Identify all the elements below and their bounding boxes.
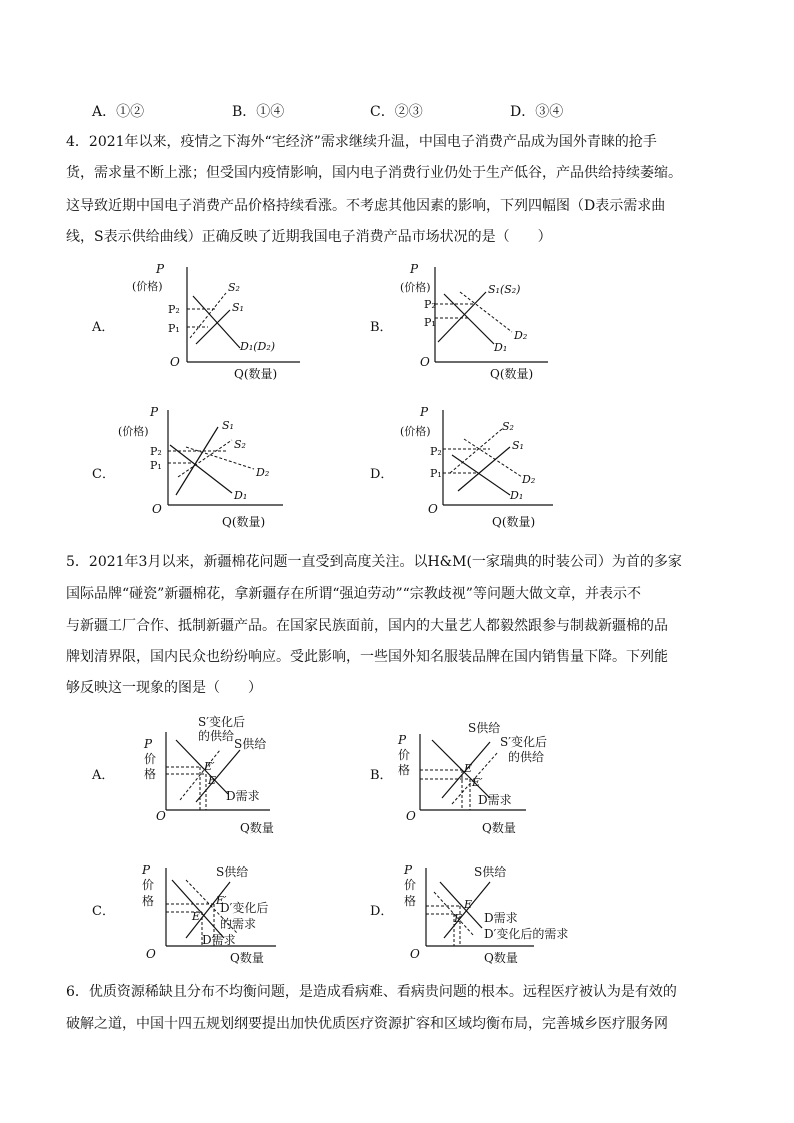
p2-label: P₂ [150,445,162,458]
q-label: Q数量 [484,951,518,965]
q-label: Q数量 [230,951,264,965]
s1-curve [176,427,218,495]
origin-label: O [152,502,162,516]
q6-line-1: 6．优质资源稀缺且分布不均衡问题，是造成看病难、看病贵问题的根本。远程医疗被认为是有效的 [66,984,677,1000]
e-prime-label: E′ [204,760,215,773]
e-prime-label: E′ [472,776,483,789]
q4-option-a-label[interactable]: A． [92,320,115,335]
jia-label: 价 [404,878,417,892]
q5-graph-c[interactable] [136,860,316,970]
q5-line-1: 5．2021年3月以来，新疆棉花问题一直受到高度关注。以H&M(一家瑞典的时装公司）为首的多家 [66,554,682,570]
q5-graph-a[interactable] [140,710,320,835]
p2-label: P₂ [430,445,442,458]
p-label: P [156,262,165,276]
q4-graph-c[interactable] [108,405,298,530]
s2-label: S₂ [502,420,514,433]
q4-graph-d[interactable] [398,405,578,530]
s1-label: S₁ [512,439,524,452]
s1s2-curve [438,292,486,342]
e-prime-label: E′ [216,894,227,907]
d1d2-label: D₁(D₂) [240,340,276,353]
p1-label: P₁ [424,316,436,329]
q5-option-d-label[interactable]: D． [370,904,394,919]
e-prime-label: E′ [454,912,465,925]
q5-graph-b[interactable] [398,718,578,836]
q4-line-2: 货，需求量不断上涨；但受国内疫情影响，国内电子消费行业仍处于生产低谷，产品供给持续萎缩。 [66,165,682,181]
s-supply-label: S供给 [468,721,501,735]
q-label: Q(数量) [234,367,278,381]
p-label: P [410,262,419,276]
d-prime-label-2: 的需求 [220,917,257,931]
d1-label: D₁ [234,489,248,502]
s1-label: S₁ [232,301,244,314]
d1-label: D₁ [510,489,524,502]
ge-label: 格 [142,894,155,908]
origin-label: O [156,809,166,823]
d-demand-label: D需求 [484,911,518,925]
price-label: (价格) [118,425,149,438]
q-label: Q数量 [482,821,516,835]
p-label: P [420,405,429,419]
d-prime-label-1: D′变化后 [220,901,269,915]
s1-curve [196,310,230,344]
p-label: P [150,405,159,419]
origin-label: O [420,355,430,369]
q5-line-4: 牌划清界限，国内民众也纷纷响应。受此影响，一些国外知名服装品牌在国内销售量下降。下列能 [66,649,668,665]
q5-line-2: 国际品牌“碰瓷”新疆棉花，拿新疆存在所谓“强迫劳动”“宗教歧视”等问题大做文章，并表示不 [66,586,641,602]
d-demand-label: D需求 [226,789,260,803]
d2-label: D₂ [522,473,536,486]
d1-label: D₁ [494,341,508,354]
ge-label: 格 [398,763,411,777]
s-supply-label: S供给 [234,737,267,751]
s-prime-label-1: S′变化后 [198,715,245,729]
origin-label: O [170,355,180,369]
s1-curve [458,447,510,491]
d-curve [432,740,490,798]
d-demand-label: D需求 [202,933,236,947]
s-supply-label: S供给 [474,865,507,879]
q5-line-5: 够反映这一现象的图是（ ） [66,680,262,696]
price-label: (价格) [132,280,163,293]
s1s2-label: S₁(S₂) [488,283,521,296]
price-label: (价格) [400,281,431,294]
jia-label: 价 [398,748,411,762]
q6-line-2: 破解之道，中国十四五规划纲要提出加快优质医疗资源扩容和区域均衡布局，完善城乡医疗服务网 [66,1016,668,1032]
origin-label: O [146,947,156,961]
origin-label: O [406,809,416,823]
q4-graph-a[interactable] [120,262,300,382]
ge-label: 格 [404,894,417,908]
q3-option-d[interactable]: D．③④ [510,104,564,120]
p-label: P [142,863,151,877]
p2-label: P₂ [168,303,180,316]
jia-label: 价 [142,878,155,892]
s2-curve [450,429,502,473]
q-label: Q数量 [240,821,274,835]
s-prime-label-2: 的供给 [508,750,545,764]
q3-option-a[interactable]: A．①② [92,104,145,120]
d2-curve [460,292,512,332]
q4-option-c-label[interactable]: C． [92,467,115,482]
p1-label: P₁ [150,459,162,472]
d1-curve [444,294,494,344]
p2-label: P₂ [424,298,436,311]
p1-label: P₁ [168,322,180,335]
s2-label: S₂ [228,281,240,294]
q4-option-d-label[interactable]: D． [370,467,394,482]
q5-option-a-label[interactable]: A． [92,768,115,783]
jia-label: 价 [144,752,157,766]
q5-option-b-label[interactable]: B． [370,768,393,783]
d2-label: D₂ [256,466,270,479]
s2-label: S₂ [234,438,246,451]
d-prime-label: D′变化后的需求 [484,927,569,941]
d-demand-label: D需求 [478,793,512,807]
q5-line-3: 与新疆工厂合作、抵制新疆产品。在国家民族面前，国内的大量艺人都毅然跟参与制裁新疆棉的品 [66,618,668,634]
q4-line-4: 线，S表示供给曲线）正确反映了近期我国电子消费产品市场状况的是（ ） [66,229,552,245]
q3-option-c[interactable]: C．②③ [370,104,423,120]
d-curve [172,880,224,938]
q4-option-b-label[interactable]: B． [370,320,393,335]
q-label: Q(数量) [222,515,266,529]
q5-graph-d[interactable] [404,860,594,970]
p-label: P [144,737,153,751]
q-label: Q(数量) [492,515,536,529]
s-supply-label: S供给 [216,865,249,879]
price-label: (价格) [400,425,431,438]
p1-label: P₁ [430,467,442,480]
s-prime-label-2: 的供给 [198,729,235,743]
q4-line-3: 这导致近期中国电子消费产品价格持续看涨。不考虑其他因素的影响，下列四幅图（D表示需求曲 [66,198,666,214]
e-label: E [208,774,217,787]
q4-line-1: 4．2021年以来，疫情之下海外“宅经济”需求继续升温，中国电子消费产品成为国外青睐的抢手 [66,134,657,150]
p-label: P [404,863,413,877]
s1-label: S₁ [222,419,234,432]
e-label: E [464,762,473,775]
q3-option-b[interactable]: B．①④ [232,104,285,120]
origin-label: O [410,947,420,961]
e-label: E [192,910,201,923]
ge-label: 格 [144,767,157,781]
e-label: E [464,898,473,911]
q4-graph-b[interactable] [398,262,578,382]
q5-option-c-label[interactable]: C． [92,904,115,919]
d2-label: D₂ [514,329,528,342]
q-label: Q(数量) [490,367,534,381]
s-prime-label-1: S′变化后 [500,735,547,749]
origin-label: O [428,502,438,516]
p-label: P [398,733,407,747]
